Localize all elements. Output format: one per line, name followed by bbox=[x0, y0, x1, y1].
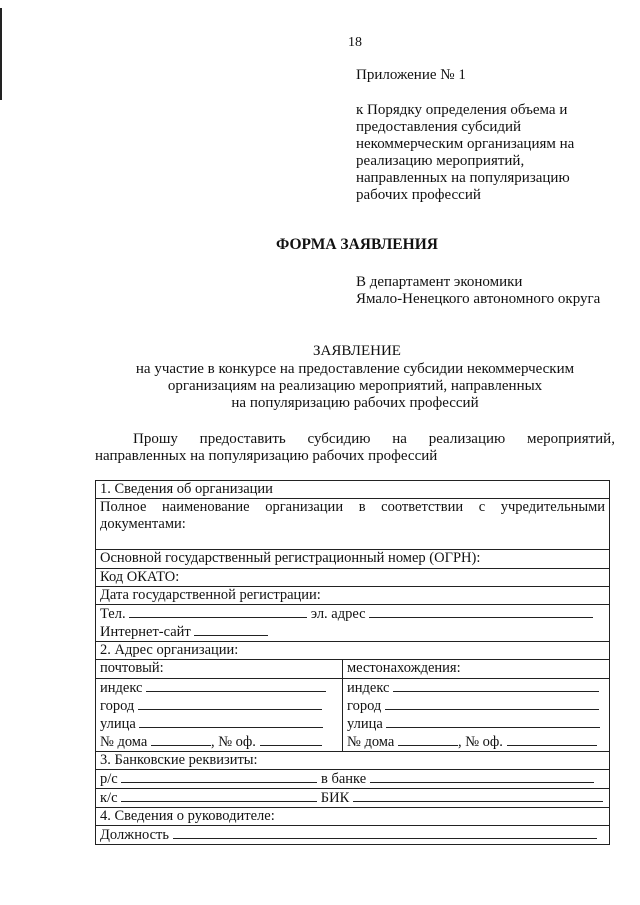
house-label: № дома bbox=[347, 733, 395, 750]
section-director: 4. Сведения о руководителе: bbox=[96, 808, 610, 826]
location-city-field[interactable] bbox=[385, 697, 599, 710]
application-subtitle bbox=[100, 361, 610, 412]
request-word: субсидию bbox=[307, 431, 371, 447]
location-city-row bbox=[343, 697, 610, 715]
city-label: город bbox=[100, 697, 135, 714]
appendix-title: Приложение № 1 bbox=[356, 67, 466, 83]
registration-date-field[interactable]: Дата государственной регистрации: bbox=[96, 586, 610, 604]
appendix-line: реализацию мероприятий, bbox=[356, 153, 525, 169]
postal-index-field[interactable] bbox=[146, 679, 326, 692]
section-organization: 1. Сведения об организации bbox=[96, 481, 610, 499]
position-row bbox=[96, 826, 610, 845]
request-word: предоставить bbox=[199, 431, 286, 447]
subtitle-line: на участие в конкурсе на предоставление субсидии некоммерческим bbox=[135, 361, 575, 377]
ogrn-field[interactable]: Основной государственный регистрационный номер (ОГРН): bbox=[96, 550, 610, 568]
subtitle-line: на популяризацию рабочих профессий bbox=[231, 395, 479, 411]
office-label: , № оф. bbox=[457, 733, 503, 750]
full-name-field[interactable] bbox=[96, 499, 610, 550]
email-field[interactable] bbox=[369, 605, 593, 618]
label-word: Полное bbox=[100, 499, 147, 516]
postal-house-row bbox=[96, 733, 343, 752]
bank-label: в банке bbox=[320, 771, 367, 788]
index-label: индекс bbox=[100, 679, 143, 696]
postal-house-field[interactable] bbox=[151, 733, 211, 746]
postal-city-row bbox=[96, 697, 343, 715]
request-word: мероприятий, bbox=[527, 431, 615, 447]
phone-label: Тел. bbox=[100, 606, 126, 623]
appendix-line: направленных на популяризацию bbox=[356, 170, 570, 186]
location-address-header: местонахождения: bbox=[343, 660, 610, 678]
application-form-table bbox=[95, 480, 610, 845]
request-line-2: направленных на популяризацию рабочих профессий bbox=[95, 448, 438, 464]
label-word: учредительными bbox=[500, 499, 605, 516]
request-word: Прошу bbox=[133, 431, 178, 447]
email-label: эл. адрес bbox=[310, 606, 366, 623]
section-address: 2. Адрес организации: bbox=[96, 642, 610, 660]
website-row bbox=[96, 623, 610, 642]
okato-field[interactable]: Код ОКАТО: bbox=[96, 568, 610, 586]
appendix-reference bbox=[356, 102, 574, 204]
ks-label: к/с bbox=[100, 790, 118, 807]
page-number: 18 bbox=[348, 35, 362, 50]
house-label: № дома bbox=[100, 733, 148, 750]
location-office-field[interactable] bbox=[507, 733, 597, 746]
rs-label: р/с bbox=[100, 771, 118, 788]
label-word: наименование bbox=[162, 499, 250, 516]
position-field[interactable] bbox=[173, 826, 597, 839]
index-label: индекс bbox=[347, 679, 390, 696]
location-index-row bbox=[343, 678, 610, 697]
appendix-line: некоммерческим организациям на bbox=[356, 136, 575, 152]
account-row bbox=[96, 770, 610, 789]
postal-street-row bbox=[96, 715, 343, 733]
request-word: на bbox=[392, 431, 407, 447]
addressee-line: В департамент экономики bbox=[356, 274, 523, 290]
form-title: ФОРМА ЗАЯВЛЕНИЯ bbox=[276, 236, 438, 253]
website-field[interactable] bbox=[194, 623, 268, 636]
request-word: реализацию bbox=[428, 431, 506, 447]
city-label: город bbox=[347, 697, 382, 714]
appendix-line: предоставления субсидий bbox=[356, 119, 522, 135]
label-word: с bbox=[478, 499, 486, 516]
postal-street-field[interactable] bbox=[139, 715, 323, 728]
website-label: Интернет-сайт bbox=[100, 624, 191, 641]
position-label: Должность bbox=[100, 827, 169, 844]
label-word: документами: bbox=[100, 516, 186, 533]
office-label: , № оф. bbox=[210, 733, 256, 750]
addressee-line: Ямало-Ненецкого автономного округа bbox=[356, 291, 601, 307]
label-word: соответствии bbox=[381, 499, 464, 516]
location-house-row bbox=[343, 733, 610, 752]
addressee bbox=[356, 274, 600, 308]
application-title: ЗАЯВЛЕНИЕ bbox=[313, 343, 401, 359]
postal-office-field[interactable] bbox=[260, 733, 322, 746]
street-label: улица bbox=[100, 715, 136, 732]
label-word: в bbox=[358, 499, 366, 516]
bik-label: БИК bbox=[320, 790, 350, 807]
postal-city-field[interactable] bbox=[138, 697, 322, 710]
location-street-row bbox=[343, 715, 610, 733]
bik-field[interactable] bbox=[353, 789, 603, 802]
ks-row bbox=[96, 789, 610, 808]
label-word: организации bbox=[265, 499, 344, 516]
postal-index-row bbox=[96, 678, 343, 697]
margin-mark bbox=[0, 8, 2, 100]
appendix-line: рабочих профессий bbox=[356, 187, 481, 203]
postal-address-header: почтовый: bbox=[96, 660, 343, 678]
location-house-field[interactable] bbox=[398, 733, 458, 746]
phone-field[interactable] bbox=[129, 605, 307, 618]
location-street-field[interactable] bbox=[386, 715, 600, 728]
location-index-field[interactable] bbox=[393, 679, 599, 692]
ks-field[interactable] bbox=[121, 789, 317, 802]
street-label: улица bbox=[347, 715, 383, 732]
rs-field[interactable] bbox=[121, 770, 317, 783]
bank-field[interactable] bbox=[370, 770, 594, 783]
subtitle-line: организациям на реализацию мероприятий, направленных bbox=[167, 378, 543, 394]
contacts-row bbox=[96, 605, 610, 624]
section-bank: 3. Банковские реквизиты: bbox=[96, 751, 610, 769]
appendix-line: к Порядку определения объема и bbox=[356, 102, 568, 118]
request-paragraph bbox=[95, 431, 615, 465]
